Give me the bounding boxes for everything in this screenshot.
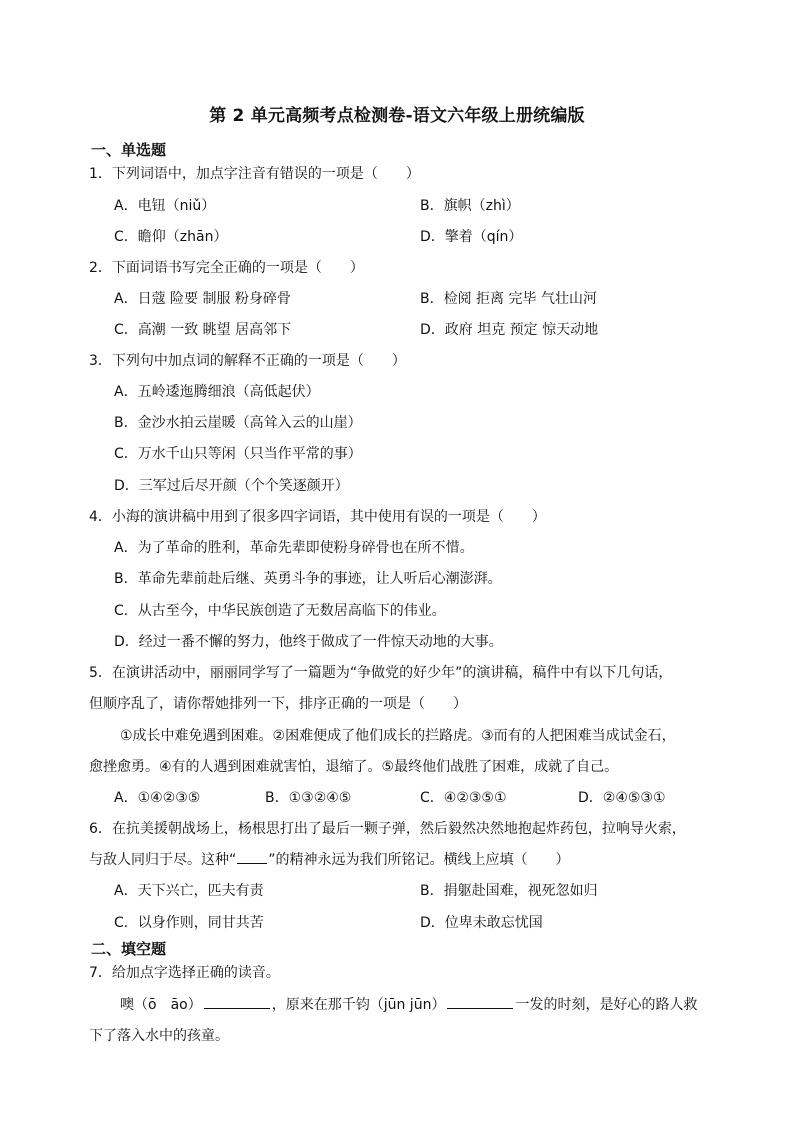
question-6-option-c: C．以身作则，同甘共苦	[114, 915, 264, 931]
question-7-part-2: ，原来在那千钧（jūn jūn）	[271, 997, 446, 1013]
question-6-option-a: A．天下兴亡，匹夫有责	[114, 883, 264, 899]
question-3-option-b: B．金沙水拍云崖暖（高耸入云的山崖）	[114, 415, 362, 431]
question-2-option-d: D．政府 坦克 预定 惊天动地	[420, 322, 599, 338]
section-heading-fill-blank: 二、填空题	[91, 940, 167, 958]
question-3-stem: 3．下列句中加点词的解释不正确的一项是（ ）	[89, 353, 406, 369]
answer-blank-2[interactable]	[447, 994, 513, 1009]
question-1-option-b: B．旗帜（zhì）	[420, 198, 520, 214]
question-3-option-d: D．三军过后尽开颜（个个笑逐颜开）	[114, 478, 349, 494]
question-5-stem-line-1: 5．在演讲活动中，丽丽同学写了一篇题为“争做党的好少年”的演讲稿，稿件中有以下几句话，	[89, 665, 673, 681]
question-2-option-c: C．高潮 一致 眺望 居高邻下	[114, 322, 292, 338]
question-1-stem: 1．下列词语中，加点字注音有错误的一项是（ ）	[89, 166, 420, 182]
question-3-option-c: C．万水千山只等闲（只当作平常的事）	[114, 446, 362, 462]
question-7-stem: 7．给加点字选择正确的读音。	[89, 965, 280, 981]
question-1-option-d: D．擎着（qín）	[420, 229, 523, 245]
question-3-option-a: A．五岭逶迤腾细浪（高低起伏）	[114, 384, 320, 400]
question-5-stem-line-2: 但顺序乱了，请你帮她排列一下，排序正确的一项是（ ）	[89, 696, 467, 712]
question-2-option-b: B．检阅 拒离 完毕 气壮山河	[420, 291, 597, 307]
question-1-option-c: C．瞻仰（zhān）	[114, 229, 228, 245]
question-4-option-d: D．经过一番不懈的努力，他终于做成了一件惊天动地的大事。	[114, 634, 503, 650]
answer-blank[interactable]	[237, 849, 267, 864]
question-6-option-b: B．捐躯赴国难，视死忽如归	[420, 883, 598, 899]
question-7-line-2: 下了落入水中的孩童。	[89, 1028, 229, 1044]
question-2-option-a: A．日蔻 险要 制服 粉身碎骨	[114, 291, 291, 307]
question-1-option-a: A．电钮（niǔ）	[114, 198, 216, 214]
question-7-part-3: 一发的时刻，是好心的路人救	[515, 997, 698, 1013]
question-6-stem-pre: 与敌人同归于尽。这种“	[89, 852, 237, 868]
question-7-line-1	[120, 994, 697, 1016]
question-5-option-d: D．②④⑤③①	[578, 790, 666, 806]
question-5-option-a: A．①④②③⑤	[114, 790, 201, 806]
section-heading-single-choice: 一、单选题	[91, 141, 167, 159]
page-title: 第 2 单元高频考点检测卷-语文六年级上册统编版	[209, 106, 585, 126]
question-6-stem-line-2	[89, 849, 570, 871]
question-7-part-1: 噢（ō āo）	[120, 997, 202, 1013]
question-2-stem: 2．下面词语书写完全正确的一项是（ ）	[89, 260, 364, 276]
question-4-option-b: B．革命先辈前赴后继、英勇斗争的事迹，让人听后心潮澎湃。	[114, 571, 502, 587]
question-5-passage-line-1: ①成长中难免遇到困难。②困难便成了他们成长的拦路虎。③而有的人把困难当成试金石，	[120, 728, 676, 744]
question-5-option-b: B．①③②④⑤	[265, 790, 352, 806]
question-4-option-c: C．从古至今，中华民族创造了无数居高临下的伟业。	[114, 603, 446, 619]
question-5-passage-line-2: 愈挫愈勇。④有的人遇到困难就害怕，退缩了。⑤最终他们战胜了困难，成就了自己。	[89, 759, 619, 775]
question-4-option-a: A．为了革命的胜利，革命先辈即使粉身碎骨也在所不惜。	[114, 540, 474, 556]
question-4-stem: 4．小海的演讲稿中用到了很多四字词语，其中使用有误的一项是（ ）	[89, 509, 546, 525]
question-6-option-d: D．位卑未敢忘忧国	[420, 915, 543, 931]
answer-blank-1[interactable]	[204, 994, 270, 1009]
question-6-stem-post: ”的精神永远为我们所铭记。横线上应填（ ）	[268, 852, 570, 868]
question-6-stem-line-1: 6．在抗美援朝战场上，杨根思打出了最后一颗子弹，然后毅然决然地抱起炸药包，拉响导火索，	[89, 821, 686, 837]
question-5-option-c: C．④②③⑤①	[420, 790, 507, 806]
